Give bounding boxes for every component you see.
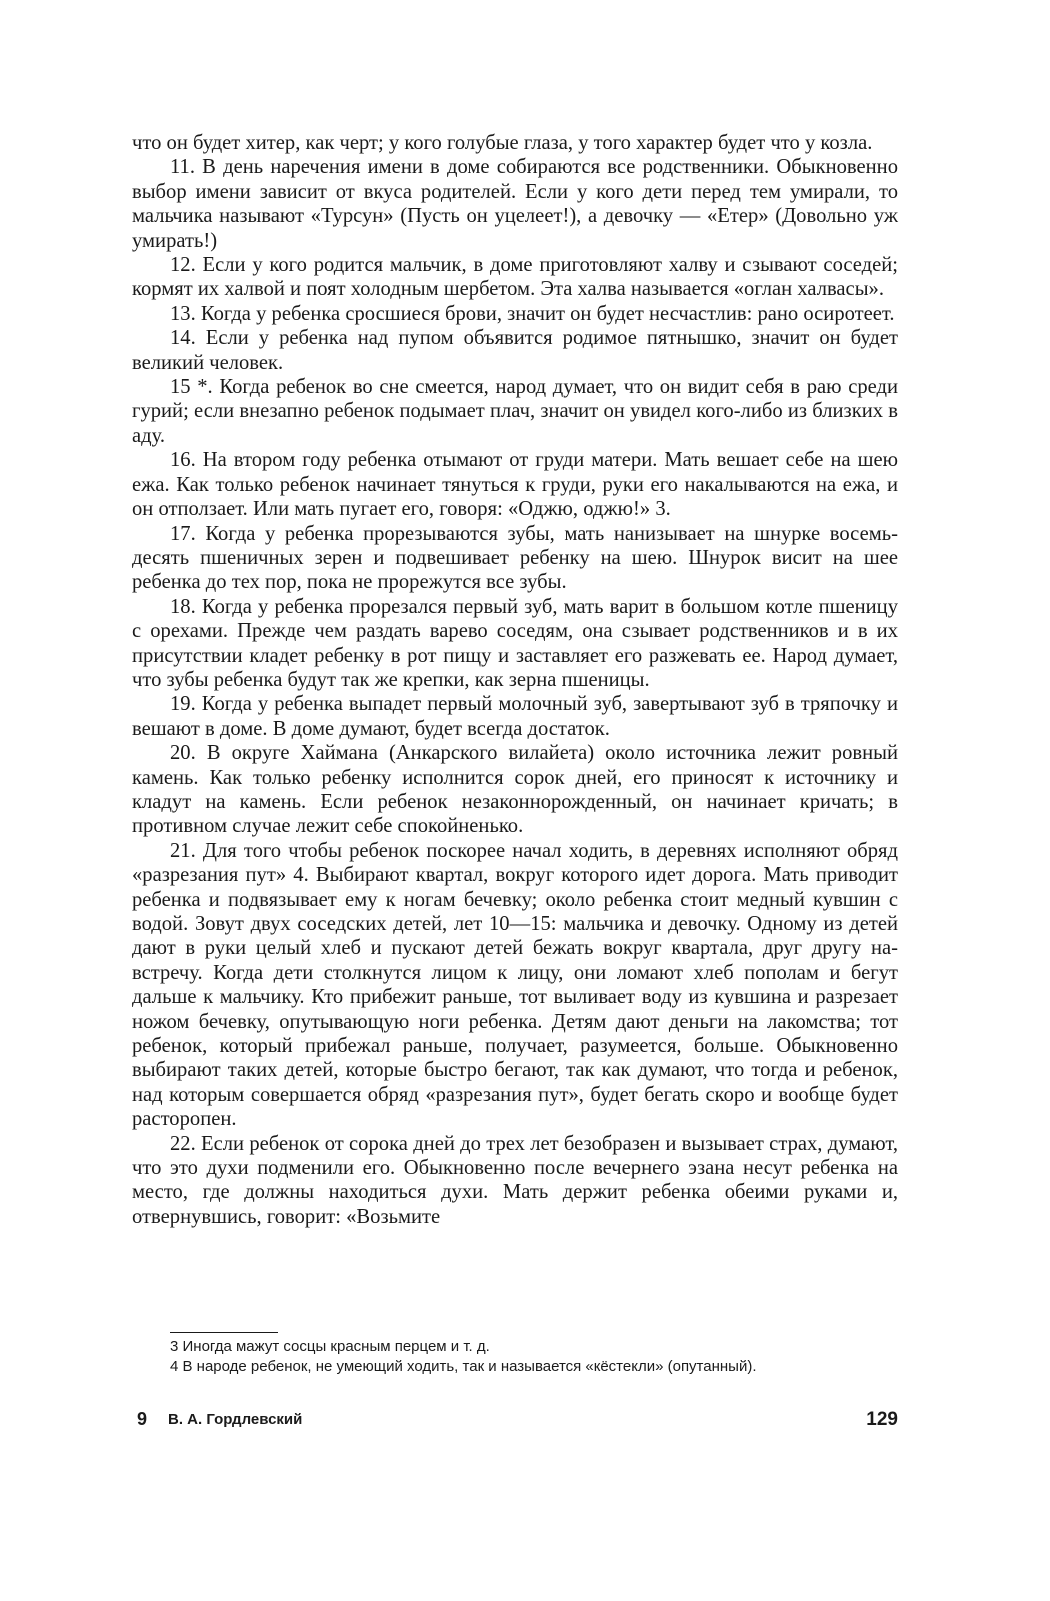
paragraph-18: 18. Когда у ребенка прорезался первый зуб, мать варит в большом котле пшеницу с орехами. Прежде чем раздать варево соседям, она сзывает родственников и в их присутствии кладет ребенку в рот пищу и заставляет его разжевать ее. Народ думает, что зубы ребенка будут так же крепки, как зерна пшеницы. [132, 595, 898, 691]
footnote-divider [170, 1332, 278, 1333]
paragraph-11: 11. В день наречения имени в доме собираются все родственники. Обыкновенно выбор имени зависит от вкуса родителей. Если у кого дети перед тем умирали, то мальчика называют «Турсун» (Пусть он уцелеет!), а девочку — «Етер» (Довольно уж умирать!) [132, 156, 898, 252]
footnotes [132, 1332, 898, 1377]
paragraph-17: 17. Когда у ребенка прорезываются зубы, мать нанизывает на шнурке восемь-десять пшеничных зерен и подвешивает ребенку на шею. Шнурок висит на шее ребенка до тех пор, пока не прорежутся все зубы. [132, 522, 898, 594]
paragraph-22: 22. Если ребенок от сорока дней до трех лет безобразен и вызывает страх, думают, что это духи подменили его. Обыкновенно после вечернего эзана несут ребенка на место, где должны находиться духи. Мать держит ребенка обеими руками и, отвернувшись, говорит: «Возьмите [132, 1132, 898, 1228]
signature-author: В. А. Гордлевский [168, 1411, 303, 1428]
page-footer [132, 1409, 898, 1433]
paragraph-15: 15 *. Когда ребенок во сне смеется, народ думает, что он видит себя в раю среди гурий; если внезапно ребенок подымает плач, значит он увидел кого-либо из близких в аду. [132, 376, 898, 447]
footnote-4: 4 В народе ребенок, не умеющий ходить, так и называется «кёстекли» (опутанный). [170, 1358, 757, 1375]
paragraph-19: 19. Когда у ребенка выпадет первый молочный зуб, завертывают зуб в тряпочку и вешают в доме. В доме думают, будет всегда достаток. [132, 693, 898, 740]
paragraph-21: 21. Для того чтобы ребенок поскорее начал ходить, в деревнях исполняют обряд «разрезания пут» 4. Выбирают квартал, вокруг которого идет дорога. Мать приводит ребенка и подвязывает ему к ногам бечевку; около ребенка стоит медный кувшин с водой. Зовут двух соседских детей, лет 10—15: мальчика и девочку. Одному из детей дают в руки целый хлеб и пускают детей бежать вокруг квартала, друг другу навстречу. Когда дети столкнутся лицом к лицу, они ломают хлеб пополам и бегут дальше к мальчику. Кто прибежит раньше, тот выливает воду из кувшина и разрезает ножом бечевку, опутывающую ноги ребенка. Детям дают деньги на лакомства; тот ребенок, который прибежал раньше, получает, разумеется, больше. Обыкновенно выбирают таких детей, которые быстро бегают, так как думают, что тогда и ребенок, над которым совершается обряд «разрезания пут», будет бегать скоро и вообще будет расторопен. [132, 839, 898, 1131]
footnote-3: 3 Иногда мажут сосцы красным перцем и т. д. [170, 1338, 490, 1355]
paragraph-12: 12. Если у кого родится мальчик, в доме приготовляют халву и сзывают соседей; кормят их халвой и поят холодным шербетом. Эта халва называется «оглан халвасы». [132, 254, 898, 301]
page-number: 129 [866, 1409, 898, 1430]
paragraph-13: 13. Когда у ребенка сросшиеся брови, значит он будет несчастлив: рано осиротеет. [170, 302, 895, 325]
paragraph-20: 20. В округе Хаймана (Анкарского вилайета) около источника лежит ровный камень. Как только ребенку исполнится сорок дней, его приносят к источнику и кладут на камень. Если ребенок незаконнорожденный, он начинает кричать; в противном случае лежит себе спокойненько. [132, 742, 898, 838]
paragraph-14: 14. Если у ребенка над пупом объявится родимое пятнышко, значит он будет великий человек. [132, 327, 898, 374]
signature-number: 9 [137, 1409, 148, 1429]
paragraph-16: 16. На втором году ребенка отымают от груди матери. Мать вешает себе на шею ежа. Как только ребенок начинает тянуться к груди, руки его накалываются на ежа, и он отползает. Или мать пугает его, говоря: «Оджю, оджю!» 3. [132, 449, 898, 521]
main-text [132, 131, 898, 1229]
paragraph-continuation: что он будет хитер, как черт; у кого голубые глаза, у того характер будет что у козла. [132, 132, 873, 154]
